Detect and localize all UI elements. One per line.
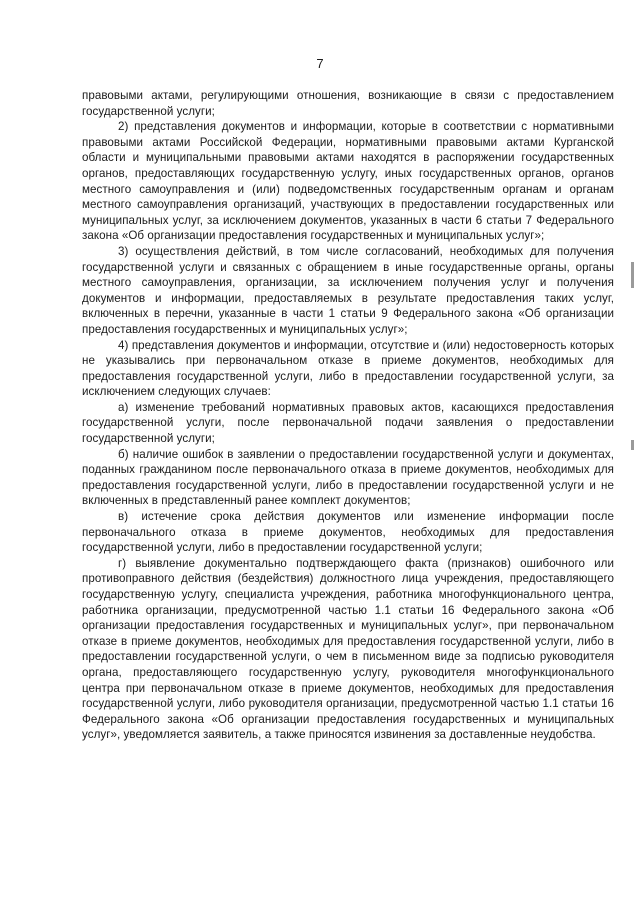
paragraph-continuation: правовыми актами, регулирующими отношения, возникающие в связи с предоставлением государственной услуги; (82, 89, 614, 118)
scan-margin-mark (631, 262, 634, 288)
document-body (82, 88, 614, 743)
paragraph-subitem-v: в) истечение срока действия документов или изменение информации после первоначального отказа в приеме документов, необходимых для предоставления государственной услуги, либо в предоставлении государственной услуги; (82, 510, 614, 555)
page-number: 7 (316, 56, 324, 71)
scan-margin-mark (631, 440, 634, 450)
paragraph-subitem-g: г) выявление документально подтверждающего факта (признаков) ошибочного или противоправного действия (бездействия) должностного лица учреждения, предоставляющего государственную услугу, специалиста учреждения, работника многофункционального центра, работника организации, предусмотренной частью 1.1 статьи 16 Федерального закона «Об организации предоставления государственных и муниципальных услуг», при первоначальном отказе в приеме документов, необходимых для предоставления государственной услуги, либо в предоставлении государственной услуги, о чем в письменном виде за подписью руководителя органа, предоставляющего государственную услугу, руководителя многофункционального центра при первоначальном отказе в приеме документов, необходимых для предоставления государственной услуги, либо руководителя организации, предусмотренной частью 1.1 статьи 16 Федерального закона «Об организации предоставления государственных и муниципальных услуг», уведомляется заявитель, а также приносятся извинения за доставленные неудобства. (82, 556, 614, 742)
paragraph-item-4: 4) представления документов и информации, отсутствие и (или) недостоверность которых не указывались при первоначальном отказе в приеме документов, необходимых для предоставления государственной услуги, либо в предоставлении государственной услуги, за исключением следующих случаев: (82, 338, 614, 399)
paragraph-item-3: 3) осуществления действий, в том числе согласований, необходимых для получения государственной услуги и связанных с обращением в иные государственные органы, органы местного самоуправления, организации, за исключением получения услуг и получения документов и информации, предоставляемых в результате предоставления таких услуг, включенных в перечни, указанные в части 1 статьи 9 Федерального закона «Об организации предоставления государственных и муниципальных услуг»; (82, 244, 614, 336)
paragraph-subitem-b: б) наличие ошибок в заявлении о предоставлении государственной услуги и документах, поданных гражданином после первоначального отказа в приеме документов, необходимых для предоставления государственной услуги, либо в предоставлении государственной услуги и не включенных в представленный ранее комплект документов; (82, 447, 614, 508)
paragraph-subitem-a: а) изменение требований нормативных правовых актов, касающихся предоставления государственной услуги, после первоначальной подачи заявления о предоставлении государственной услуги; (82, 400, 614, 446)
paragraph-item-2: 2) представления документов и информации, которые в соответствии с нормативными правовыми актами Российской Федерации, нормативными правовыми актами Курганской области и муниципальными правовыми актами находятся в распоряжении государственных органов, предоставляющих государственную услугу, иных государственных органов, органов местного самоуправления и (или) подведомственных государственным органам и органам местного самоуправления организаций, участвующих в предоставлении государственных или муниципальных услуг, за исключением документов, указанных в части 6 статьи 7 Федерального закона «Об организации предоставления государственных и муниципальных услуг»; (82, 120, 614, 243)
